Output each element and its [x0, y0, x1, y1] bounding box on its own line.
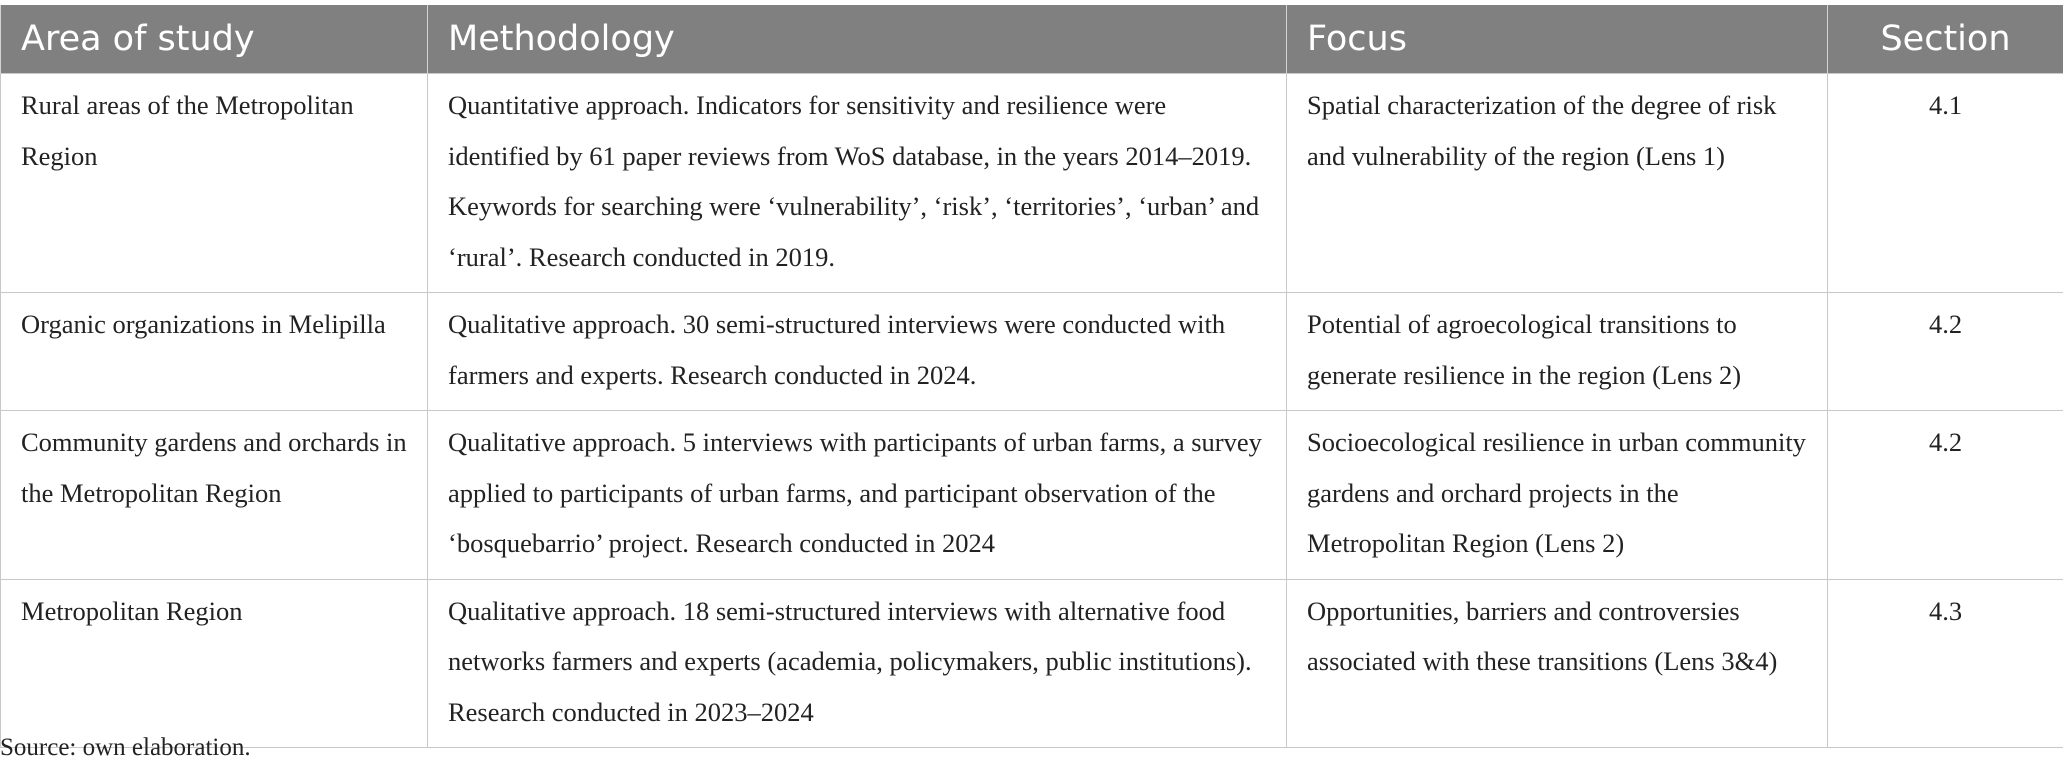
header-focus: Focus	[1287, 5, 1828, 74]
cell-area: Community gardens and orchards in the Metropolitan Region	[1, 411, 428, 580]
cell-area: Organic organizations in Melipilla	[1, 293, 428, 411]
header-area-of-study: Area of study	[1, 5, 428, 74]
cell-methodology: Qualitative approach. 30 semi-structured interviews were conducted with farmers and experts. Research conducted in 2024.	[428, 293, 1287, 411]
cell-methodology: Qualitative approach. 18 semi-structured interviews with alternative food networks farmers and experts (academia, policymakers, public institutions). Research conducted in 2023–2024	[428, 579, 1287, 748]
cell-focus: Opportunities, barriers and controversies associated with these transitions (Lens 3&4)	[1287, 579, 1828, 748]
cell-focus: Potential of agroecological transitions to generate resilience in the region (Lens 2)	[1287, 293, 1828, 411]
header-methodology: Methodology	[428, 5, 1287, 74]
study-table	[0, 5, 2063, 748]
cell-section: 4.1	[1828, 74, 2063, 293]
header-section: Section	[1828, 5, 2063, 74]
cell-methodology: Quantitative approach. Indicators for sensitivity and resilience were identified by 61 paper reviews from WoS database, in the years 2014–2019. Keywords for searching were ‘vulnerability’, ‘risk’, ‘territories’, ‘urban’ and ‘rural’. Research conducted in 2019.	[428, 74, 1287, 293]
cell-focus: Spatial characterization of the degree of risk and vulnerability of the region (Lens 1)	[1287, 74, 1828, 293]
table-header	[1, 5, 2063, 74]
table-row	[1, 411, 2063, 580]
table-row	[1, 293, 2063, 411]
cell-methodology: Qualitative approach. 5 interviews with participants of urban farms, a survey applied to participants of urban farms, and participant observation of the ‘bosquebarrio’ project. Research conducted in 2024	[428, 411, 1287, 580]
cell-area: Rural areas of the Metropolitan Region	[1, 74, 428, 293]
header-row	[1, 5, 2063, 74]
cell-section: 4.2	[1828, 411, 2063, 580]
source-note: Source: own elaboration.	[0, 734, 251, 761]
table-row	[1, 579, 2063, 748]
cell-section: 4.3	[1828, 579, 2063, 748]
cell-area: Metropolitan Region	[1, 579, 428, 748]
cell-focus: Socioecological resilience in urban community gardens and orchard projects in the Metropolitan Region (Lens 2)	[1287, 411, 1828, 580]
cell-section: 4.2	[1828, 293, 2063, 411]
table-row	[1, 74, 2063, 293]
table-body	[1, 74, 2063, 748]
